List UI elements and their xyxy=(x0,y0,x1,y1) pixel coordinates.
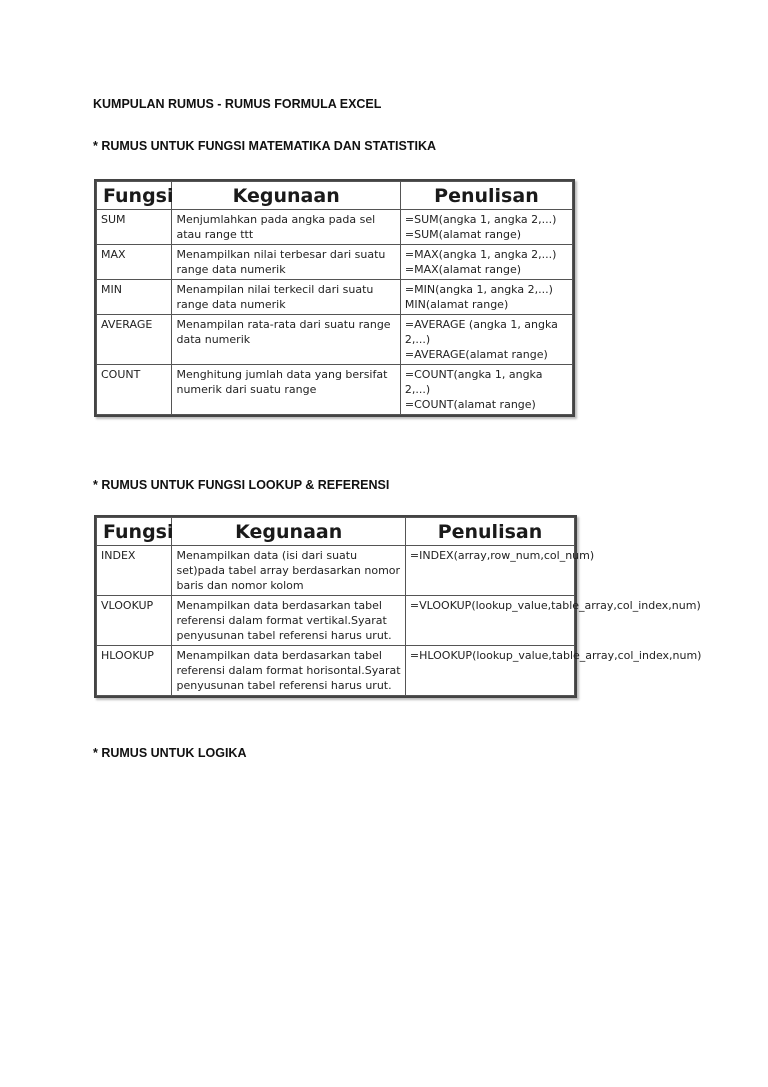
section-heading-lookup: * RUMUS UNTUK FUNGSI LOOKUP & REFERENSI xyxy=(93,478,390,492)
table-row xyxy=(97,210,573,245)
syntax-line: =MIN(angka 1, angka 2,...) xyxy=(404,283,553,296)
section-heading-math-stat: * RUMUS UNTUK FUNGSI MATEMATIKA DAN STATISTIKA xyxy=(93,139,437,153)
penulisan-cell xyxy=(400,365,572,415)
syntax-line: =COUNT(alamat range) xyxy=(404,398,536,411)
math-stat-table xyxy=(96,181,573,415)
header-kegunaan: Kegunaan xyxy=(172,182,400,210)
table-row xyxy=(97,546,575,596)
kegunaan-cell: Menampilkan data berdasarkan tabel referensi dalam format horisontal.Syarat penyusunan tabel referensi harus urut. xyxy=(172,646,405,696)
kegunaan-cell: Menampilkan data (isi dari suatu set)pada tabel array berdasarkan nomor baris dan nomor kolom xyxy=(172,546,405,596)
table-row xyxy=(97,315,573,365)
fungsi-cell: INDEX xyxy=(97,546,172,596)
header-penulisan: Penulisan xyxy=(405,518,574,546)
kegunaan-cell: Menampilan rata-rata dari suatu range data numerik xyxy=(172,315,400,365)
penulisan-cell xyxy=(400,245,572,280)
lookup-table-image xyxy=(94,515,702,698)
syntax-line: =SUM(alamat range) xyxy=(404,228,522,241)
syntax-line: =HLOOKUP(lookup_value,table_array,col_index,num) xyxy=(409,649,702,662)
lookup-table xyxy=(96,517,702,696)
math-stat-table-image xyxy=(94,179,575,417)
syntax-line: =MAX(alamat range) xyxy=(404,263,522,276)
kegunaan-cell: Menampilkan nilai terbesar dari suatu range data numerik xyxy=(172,245,400,280)
table-header-row xyxy=(97,182,573,210)
kegunaan-cell: Menampilkan data berdasarkan tabel referensi dalam format vertikal.Syarat penyusunan tabel referensi harus urut. xyxy=(172,596,405,646)
header-kegunaan: Kegunaan xyxy=(172,518,405,546)
syntax-line: =AVERAGE(alamat range) xyxy=(404,348,548,361)
syntax-line: MIN(alamat range) xyxy=(404,298,509,311)
syntax-line: =MAX(angka 1, angka 2,...) xyxy=(404,248,557,261)
fungsi-cell: HLOOKUP xyxy=(97,646,172,696)
table-row xyxy=(97,596,575,646)
table-row xyxy=(97,245,573,280)
fungsi-cell: SUM xyxy=(97,210,172,245)
syntax-line: =SUM(angka 1, angka 2,...) xyxy=(404,213,557,226)
penulisan-cell xyxy=(400,210,572,245)
fungsi-cell: MAX xyxy=(97,245,172,280)
syntax-line: =VLOOKUP(lookup_value,table_array,col_index,num) xyxy=(409,599,701,612)
penulisan-cell xyxy=(400,280,572,315)
fungsi-cell: AVERAGE xyxy=(97,315,172,365)
penulisan-cell xyxy=(405,596,701,646)
penulisan-cell xyxy=(400,315,572,365)
syntax-line: =AVERAGE (angka 1, angka 2,...) xyxy=(404,318,558,346)
document-title: KUMPULAN RUMUS - RUMUS FORMULA EXCEL xyxy=(93,97,382,111)
section-heading-logika: * RUMUS UNTUK LOGIKA xyxy=(93,746,247,760)
kegunaan-cell: Menghitung jumlah data yang bersifat numerik dari suatu range xyxy=(172,365,400,415)
fungsi-cell: VLOOKUP xyxy=(97,596,172,646)
kegunaan-cell: Menjumlahkan pada angka pada sel atau range ttt xyxy=(172,210,400,245)
kegunaan-cell: Menampilan nilai terkecil dari suatu range data numerik xyxy=(172,280,400,315)
fungsi-cell: COUNT xyxy=(97,365,172,415)
table-row xyxy=(97,280,573,315)
header-fungsi: Fungsi xyxy=(97,518,172,546)
syntax-line: =COUNT(angka 1, angka 2,...) xyxy=(404,368,543,396)
fungsi-cell: MIN xyxy=(97,280,172,315)
table-row xyxy=(97,646,575,696)
header-fungsi: Fungsi xyxy=(97,182,172,210)
header-penulisan: Penulisan xyxy=(400,182,572,210)
table-header-row xyxy=(97,518,575,546)
penulisan-cell xyxy=(405,646,702,696)
penulisan-cell xyxy=(405,546,595,596)
table-row xyxy=(97,365,573,415)
syntax-line: =INDEX(array,row_num,col_num) xyxy=(409,549,595,562)
